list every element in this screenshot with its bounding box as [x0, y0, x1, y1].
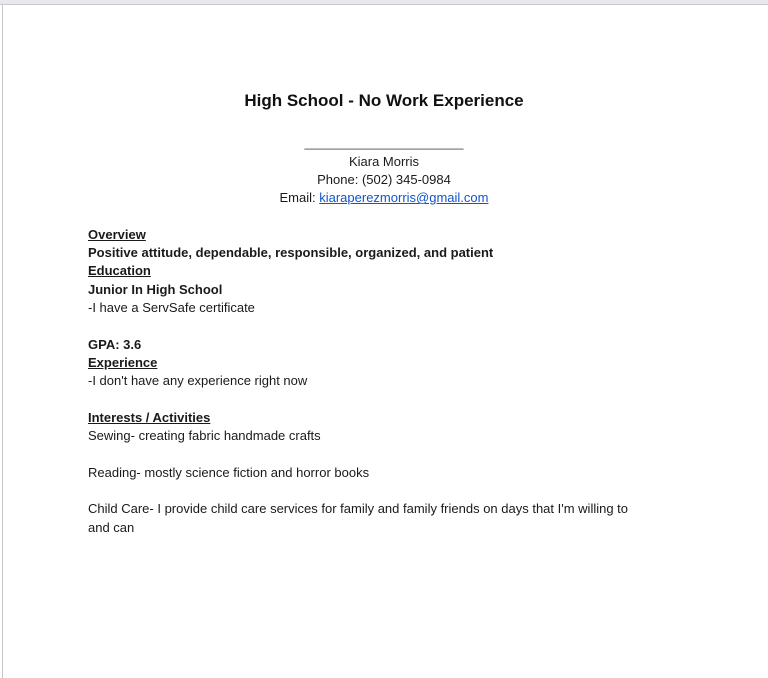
- experience-text: -I don't have any experience right now: [88, 373, 308, 389]
- blank-line: [88, 207, 680, 225]
- education-certificate: -I have a ServSafe certificate: [88, 299, 255, 315]
- experience-heading: Experience: [88, 354, 158, 370]
- blank-line: [88, 482, 680, 500]
- page-left-edge: [2, 5, 3, 678]
- education-grade: Junior In High School: [88, 281, 223, 297]
- email-link[interactable]: kiaraperezmorris@gmail.com: [319, 190, 489, 206]
- blank-line: [88, 317, 680, 335]
- contact-name: Kiara Morris: [348, 153, 420, 169]
- resume-content: [88, 5, 680, 537]
- contact-email-line: [88, 189, 680, 207]
- blank-line: [88, 112, 680, 130]
- interest-childcare-continued: and can: [88, 519, 135, 535]
- document-title: High School - No Work Experience: [244, 91, 524, 110]
- signature-line: ______________________: [304, 135, 464, 151]
- overview-text: Positive attitude, dependable, responsible, organized, and patient: [88, 245, 494, 261]
- blank-line: [88, 445, 680, 463]
- interests-heading: Interests / Activities: [88, 409, 211, 425]
- interest-childcare: Child Care- I provide child care services for family and family friends on days that I'm willing to: [88, 501, 629, 517]
- education-heading: Education: [88, 263, 151, 279]
- interest-reading: Reading- mostly science fiction and horror books: [88, 464, 370, 480]
- email-label: Email:: [279, 190, 320, 206]
- contact-phone: Phone: (502) 345-0984: [317, 171, 451, 187]
- interest-sewing: Sewing- creating fabric handmade crafts: [88, 428, 321, 444]
- gpa-line: GPA: 3.6: [88, 336, 142, 352]
- overview-heading: Overview: [88, 226, 146, 242]
- blank-line: [88, 390, 680, 408]
